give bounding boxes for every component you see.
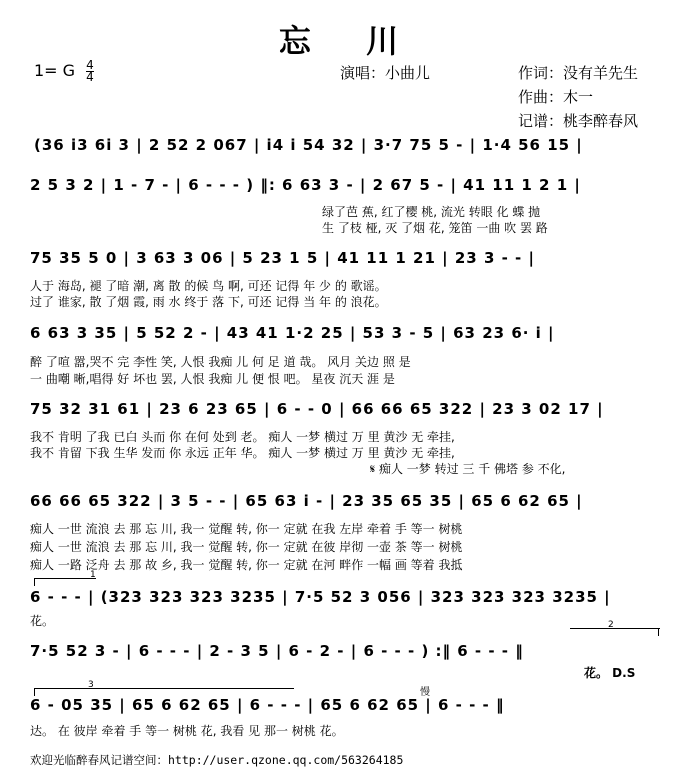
lyric-row-3-verse-2: 过了 谁家, 散 了烟 霞, 雨 水 终于 落 下, 可还 记得 当 年 的 浪花。: [30, 295, 387, 309]
volta-1-hook: [34, 578, 35, 586]
lyric-row-5-verse-2: 我不 肯留 下我 生华 发而 你 永远 正年 华。 痴人 一梦 横过 万 里 黄沙 无 牵挂,: [30, 446, 455, 460]
notation-row-7: 6 - - - | (323 323 323 3235 | 7·5 52 3 056 | 323 323 323 3235 |: [30, 588, 611, 606]
volta-2-hook: [658, 628, 659, 636]
lyricist-credit: 作词：没有羊先生: [518, 64, 639, 82]
lyric-row-6-verse-2: 痴人 一世 流浪 去 那 忘 川, 我一 觉醒 转, 你一 定就 在彼 岸彻 一壶 茶 等一 树桃: [30, 540, 463, 554]
volta-1-number: 1: [90, 570, 96, 580]
lyric-row-2-verse-2: 生 了枝 桠, 灭 了烟 花, 笼笛 一曲 吹 罢 路: [322, 221, 548, 235]
notation-row-5: 75 32 31 61 | 23 6 23 65 | 6 - - 0 | 66 66 65 322 | 23 3 02 17 |: [30, 400, 604, 418]
key-label: 1= G: [34, 61, 76, 80]
singer-credit: 演唱：小曲儿: [340, 64, 431, 82]
volta-1-bracket: [34, 578, 96, 579]
lyric-row-6-verse-3: 痴人 一路 泛舟 去 那 故 乡, 我一 觉醒 转, 你一 定就 在河 畔作 一幅 画 等着 我抵: [30, 558, 463, 572]
lyric-row-4-verse-2: 一 曲嘲 晰,唱得 好 坏也 罢, 人恨 我痴 儿 便 恨 吧。 星夜 沉天 涯 是: [30, 372, 395, 386]
lyric-row-8: 花。 D.S: [584, 666, 636, 680]
lyric-row-5-verse-3: 𝄋 痴人 一梦 转过 三 千 佛塔 参 不化,: [370, 462, 566, 476]
footer-credit: 欢迎光临醉春风记谱空间：http://user.qzone.qq.com/563264185: [30, 753, 404, 767]
lyric-row-7: 花。: [30, 614, 55, 628]
volta-3-number: 3: [88, 680, 94, 690]
lyric-row-9: 达。 在 彼岸 牵着 手 等一 树桃 花, 我看 见 那一 树桃 花。: [30, 724, 344, 738]
notation-row-2: 2 5 3 2 | 1 - 7 - | 6 - - - ) ‖: 6 63 3 - | 2 67 5 - | 41 11 1 2 1 |: [30, 176, 581, 194]
notation-row-8: 7·5 52 3 - | 6 - - - | 2 - 3 5 | 6 - 2 - | 6 - - - ) :‖ 6 - - - ‖: [30, 642, 524, 660]
time-top: 4: [86, 58, 94, 72]
tempo-mark: 慢: [420, 687, 430, 698]
notation-row-3: 75 35 5 0 | 3 63 3 06 | 5 23 1 5 | 41 11 1 21 | 23 3 - - |: [30, 249, 535, 267]
song-title: 忘 川: [278, 22, 421, 60]
notation-row-6: 66 66 65 322 | 3 5 - - | 65 63 i - | 23 35 65 35 | 65 6 62 65 |: [30, 492, 583, 510]
volta-2-bracket: [570, 628, 660, 629]
notation-row-1: (36 i3 6i 3 | 2 52 2 067 | i4 i 54 32 | 3·7 75 5 - | 1·4 56 15 |: [34, 136, 583, 154]
lyric-row-6-verse-1: 痴人 一世 流浪 去 那 忘 川, 我一 觉醒 转, 你一 定就 在我 左岸 牵着 手 等一 树桃: [30, 522, 463, 536]
volta-3-bracket: [34, 688, 294, 689]
lyric-row-4-verse-1: 醉 了喧 嚣,哭不 完 李性 笑, 人恨 我痴 儿 何 足 道 哉。 风月 关边 照 是: [30, 355, 411, 369]
time-signature: [86, 60, 94, 83]
composer-credit: 作曲：木一: [518, 88, 594, 106]
lyric-row-5-verse-1: 我不 肯明 了我 已白 头而 你 在何 处到 老。 痴人 一梦 横过 万 里 黄沙 无 牵挂,: [30, 430, 455, 444]
notation-row-4: 6 63 3 35 | 5 52 2 - | 43 41 1·2 25 | 53 3 - 5 | 63 23 6· i |: [30, 324, 555, 342]
key-signature: [34, 60, 94, 83]
volta-3-hook: [34, 688, 35, 696]
transcriber-credit: 记谱：桃李醉春风: [518, 112, 639, 130]
notation-row-9: 6 - 05 35 | 65 6 62 65 | 6 - - - | 65 6 62 65 | 6 - - - ‖: [30, 696, 505, 714]
lyric-row-2-verse-1: 绿了芭 蕉, 红了樱 桃, 流光 转眼 化 蝶 抛: [322, 205, 541, 219]
time-bottom: 4: [86, 70, 94, 84]
lyric-row-3-verse-1: 人于 海岛, 褪 了暗 潮, 离 散 的候 鸟 啊, 可还 记得 年 少 的 歌谣。: [30, 279, 387, 293]
volta-2-number: 2: [608, 620, 614, 630]
